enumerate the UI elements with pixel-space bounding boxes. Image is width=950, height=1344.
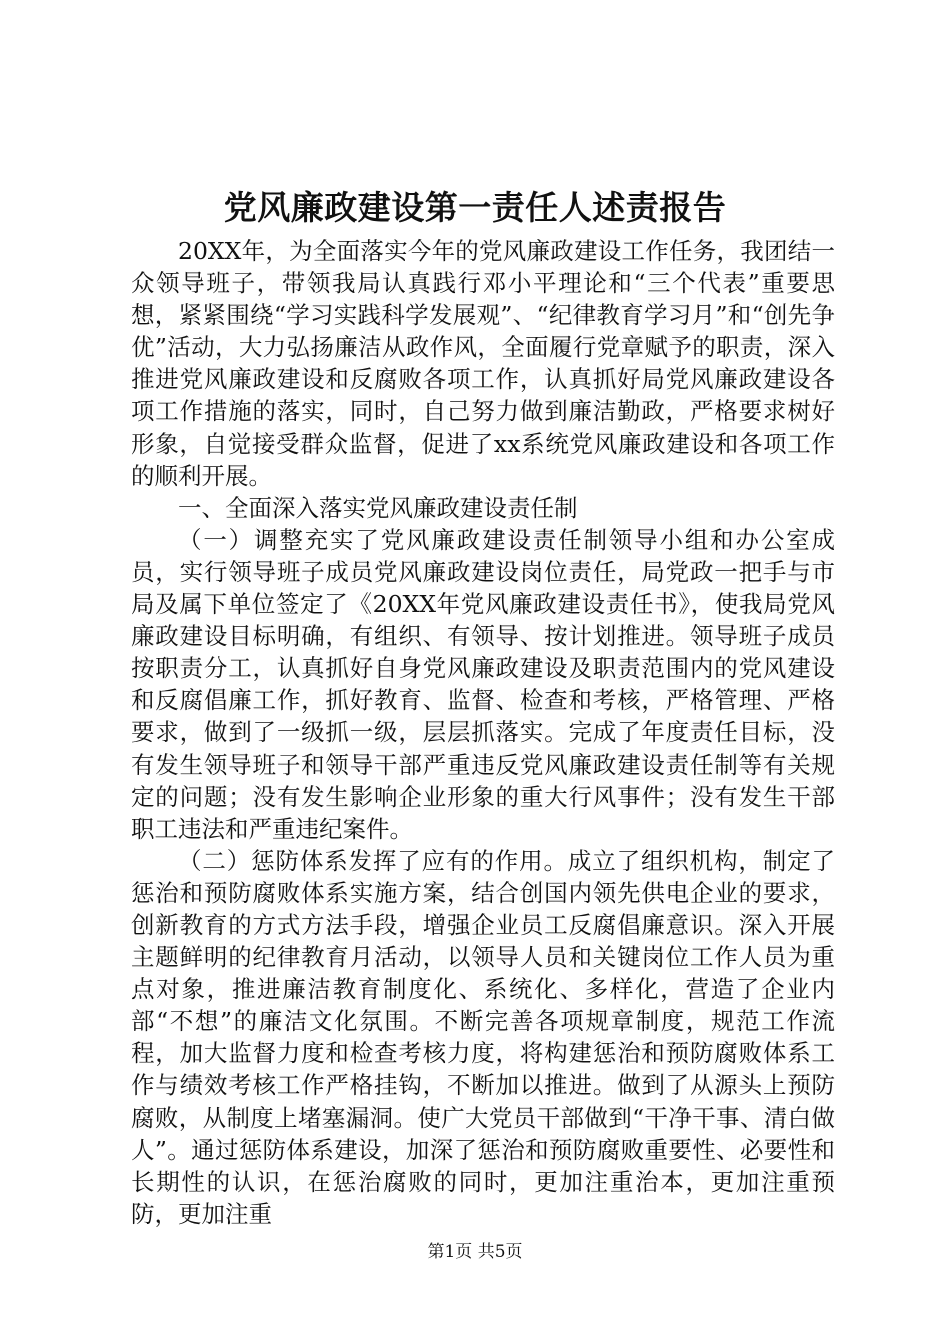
section-heading-1: 一、全面深入落实党风廉政建设责任制 [178, 493, 578, 522]
paragraph-item-1: （一）调整充实了党风廉政建设责任制领导小组和办公室成员，实行领导班子成员党风廉政建设岗位责任，局党政一把手与市局及属下单位签定了《20XX年党风廉政建设责任书》，使我局党风廉政建设目标明确，有组织、有领导、按计划推进。领导班子成员按职责分工，认真抓好自身党风廉政建设及职责范围内的党风建设和反腐倡廉工作，抓好教育、监督、检查和考核，严格管理、严格要求，做到了一级抓一级，层层抓落实。完成了年度责任目标，没有发生领导班子和领导干部严重违反党风廉政建设责任制等有关规定的问题；没有发生影响企业形象的重大行风事件；没有发生干部职工违法和严重违纪案件。 [131, 525, 835, 843]
paragraph-item-2: （二）惩防体系发挥了应有的作用。成立了组织机构，制定了惩治和预防腐败体系实施方案，结合创国内领先供电企业的要求，创新教育的方式方法手段，增强企业员工反腐倡廉意识。深入开展主题鲜明的纪律教育月活动，以领导人员和关键岗位工作人员为重点对象，推进廉洁教育制度化、系统化、多样化，营造了企业内部“不想”的廉洁文化氛围。不断完善各项规章制度，规范工作流程，加大监督力度和检查考核力度，将构建惩治和预防腐败体系工作与绩效考核工作严格挂钩，不断加以推进。做到了从源头上预防腐败，从制度上堵塞漏洞。使广大党员干部做到“干净干事、清白做人”。通过惩防体系建设，加深了惩治和预防腐败重要性、必要性和长期性的认识，在惩治腐败的同时，更加注重治本，更加注重预防，更加注重 [131, 846, 835, 1228]
document-title: 党风廉政建设第一责任人述责报告 [223, 188, 727, 227]
page-footer: 第1页 共5页 [427, 1242, 523, 1262]
document-body [131, 235, 835, 1230]
paragraph-intro: 20XX年，为全面落实今年的党风廉政建设工作任务，我团结一众领导班子，带领我局认真践行邓小平理论和“三个代表”重要思想，紧紧围绕“学习实践科学发展观”、“纪律教育学习月”和“创先争优”活动，大力弘扬廉洁从政作风，全面履行党章赋予的职责，深入推进党风廉政建设和反腐败各项工作，认真抓好局党风廉政建设各项工作措施的落实，同时，自己努力做到廉洁勤政，严格要求树好形象，自觉接受群众监督，促进了xx系统党风廉政建设和各项工作的顺利开展。 [131, 237, 835, 490]
